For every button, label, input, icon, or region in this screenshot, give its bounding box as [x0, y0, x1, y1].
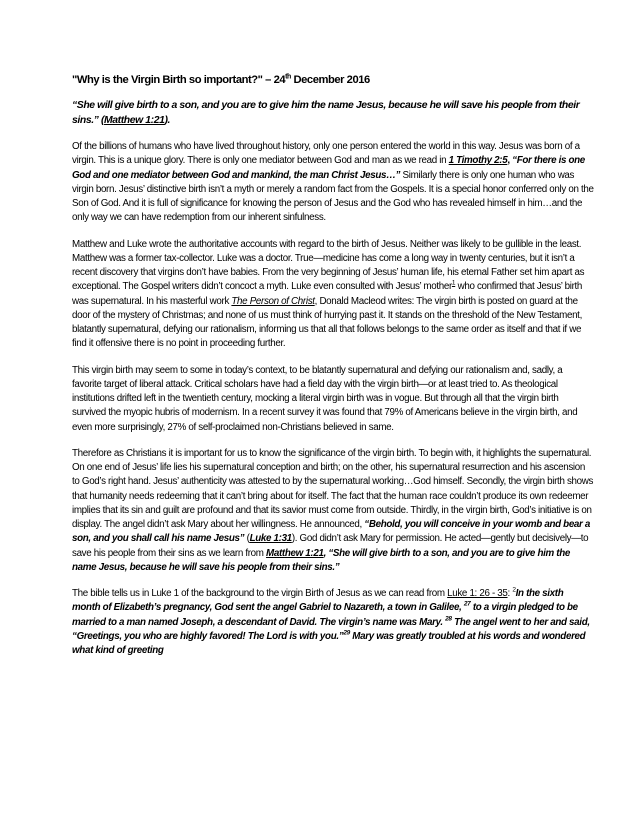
- scripture-link-matthew[interactable]: Matthew 1:21: [266, 547, 324, 559]
- lead-quote: [72, 98, 594, 128]
- paragraph-5: The bible tells us in Luke 1 of the background to the virgin Birth of Jesus as we can read from Luke 1: 26 - 35: $^2$In the sixth month of Elizabeth’s pregnancy, God sent the angel Gabriel to Nazareth, a town in Galilee, $^{27}$ to a virgin pledged to be married to a man named Joseph, a descendant of David. The virgin’s name was Mary. $^{28}$ The angel went to her and said, “Greetings, you who are highly favored! The Lord is with you.”$^{29}$ Mary was greatly troubled at his words and wondered what kind of greeting: [72, 586, 590, 656]
- scripture-quote: “For there is one God and one mediator between God and mankind, the man Christ Jesus…”: [72, 155, 585, 181]
- paragraph-2: Matthew and Luke wrote the authoritative accounts with regard to the birth of Jesus. Neither was likely to be gullible in the least. Matthew was a former tax-collector. Luke was a doctor. True—medicine has come a long way in twenty centuries, but it isn’t a recent discovery that virgins don’t have babies. From the very beginning of Jesus’ human life, his eternal Father set him apart as exceptional. The Gospel writers didn’t concoct a myth. Luke even consulted with Jesus’ mother$^1$ who confirmed that Jesus’ birth was supernatural. In his masterful work The Person of Christ, Donald Macleod writes: The virgin birth is posted on guard at the door of the mystery of Christmas; and none of us must think of hurrying past it. It stands on the threshold of the New Testament, blatantly supernatural, defying our rationalism, informing us that all that follows belongs to the same order as itself and that if we find it offensive there is no point in proceeding further.: [72, 238, 585, 350]
- verse-number: 28: [445, 615, 452, 623]
- book-title-link[interactable]: The Person of Christ: [231, 295, 315, 307]
- verse-number: 27: [463, 600, 471, 608]
- heading-date: December 2016: [290, 74, 370, 86]
- document-heading: [72, 74, 594, 86]
- paragraph-4: Therefore as Christians it is important for us to know the significance of the virgin birth. To begin with, it highlights the supernatural. On one end of Jesus’ life lies his supernatural conception and birth; on the other, his supernatural resurrection and his ascension to God’s right hand. Jesus’ authenticity was attested to by the supernatural working…God himself. Secondly, the virgin birth shows that humanity needs redeeming that it can’t bring about for itself. The fact that the human race couldn’t produce its own redeemer implies that its sin and guilt are profound and that its savior must come from outside. Thirdly, in the virgin birth, God’s initiative is on display. The angel didn’t ask Mary about her willingness. He announced, “Behold, you will conceive in your womb and bear a son, and you shall call his name Jesus” (Luke 1:31). God didn’t ask Mary for permission. He acted—gently but decisively—to save his people from their sins as we learn from Matthew 1:21, “She will give birth to a son, and you are to give him the name Jesus, because he will save his people from their sins.”: [72, 447, 594, 573]
- lead-scripture-link[interactable]: Matthew 1:21: [104, 115, 165, 126]
- scripture-link-luke[interactable]: Luke 1:31: [249, 533, 292, 545]
- lead-quote-text: “She will give birth to a son, and you are to give him the name Jesus, because he will save his people from their sins.” (: [72, 100, 580, 126]
- verse-number: 29: [343, 629, 350, 637]
- verse-number: 2: [512, 586, 516, 594]
- scripture-link-luke-range[interactable]: Luke 1: 26 - 35: [447, 588, 508, 599]
- paragraph-3: This virgin birth may seem to some in today’s context, to be blatantly supernatural and defying our rationalism and, sadly, a favorite target of liberal attack. Critical scholars have had a field day with the virgin birth—or at least tried to. As theological institutions drifted left in the twentieth century, mocking a literal virgin birth was in vogue. But through all that the virgin birth survived the myopic hubris of modernism. In a recent survey it was found that 79% of Americans believe in the virgin birth, and even more surprisingly, 27% of self-proclaimed non-Christians believed in same.: [72, 364, 578, 433]
- scripture-link-1-timothy[interactable]: 1 Timothy 2:5: [448, 155, 508, 167]
- scripture-quote: “Behold, you will conceive in your womb and bear a son, and you shall call his name Jesus”: [72, 519, 591, 545]
- heading-text: "Why is the Virgin Birth so important?" – 24: [72, 74, 286, 86]
- lead-quote-close: ).: [164, 115, 171, 126]
- heading-ordinal: th: [285, 73, 291, 81]
- scripture-quote: , “She will give birth to a son, and you are to give him the name Jesus, because he will save his people from their sins.”: [72, 547, 570, 573]
- paragraph-1: Of the billions of humans who have lived throughout history, only one person entered the world in this way. Jesus was born of a virgin. This is a unique glory. There is only one mediator between God and man as we read in 1 Timothy 2:5, “For there is one God and one mediator between God and mankind, the man Christ Jesus…” Similarly there is only one human who was virgin born. Jesus’ distinctive birth isn’t a myth or merely a random fact from the Gospels. It is a special honor conferred only on the Son of God. And it is full of significance for knowing the person of Jesus and the God who has revealed himself in him…and the only way we can have redemption from our inherent sinfulness.: [72, 141, 594, 224]
- footnote-ref[interactable]: 1: [451, 279, 456, 287]
